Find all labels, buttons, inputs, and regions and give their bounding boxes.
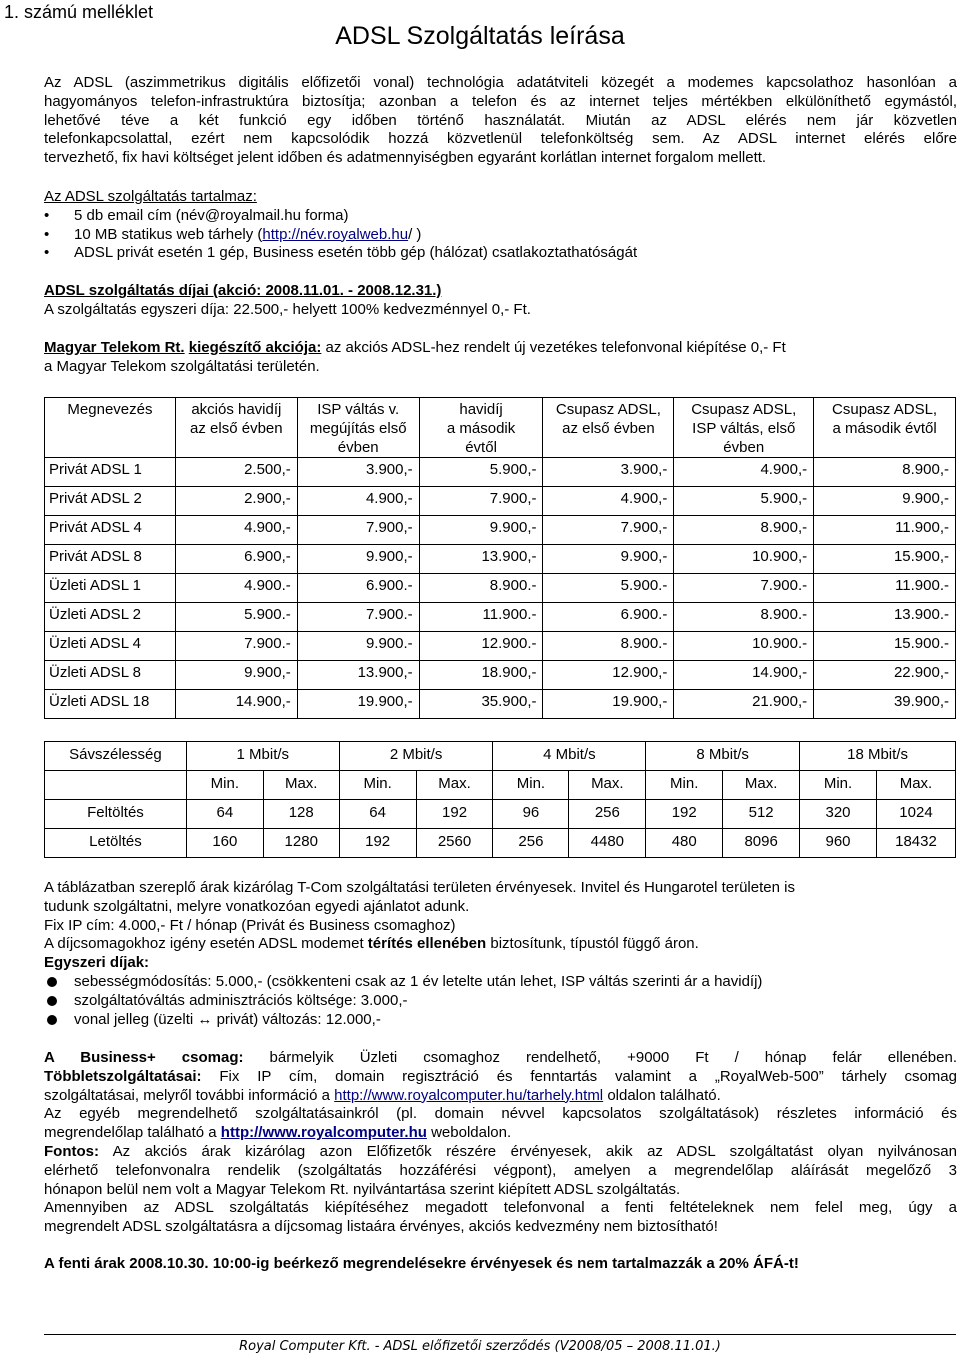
price-cell: 4.900,- [175, 516, 297, 545]
list-item: • 5 db email cím (név@royalmail.hu forma) [44, 207, 957, 226]
table-row [45, 690, 956, 719]
business-line: hónapon belül nem volt a Magyar Telekom Rt. nyilvántartása szerint kiépített ADSL szolgáltatás. [44, 1180, 681, 1198]
list-item-text: / ) [408, 225, 422, 243]
price-cell: 10.900.- [674, 632, 814, 661]
max-cell: Max. [723, 771, 800, 800]
price-cell: 5.900,- [674, 487, 814, 516]
download-value: 8096 [723, 829, 800, 858]
download-value: 4480 [569, 829, 646, 858]
header-line: Csupasz ADSL, [691, 401, 797, 418]
telekom-text: az akciós ADSL-hez rendelt új vezetékes telefonvonal kiépítése 0,- Ft [321, 339, 786, 356]
header-line: megújítás első [309, 420, 407, 437]
download-value: 960 [800, 829, 877, 858]
min-cell: Min. [800, 771, 877, 800]
notes-text: A díjcsomagokhoz igény esetén ADSL modemet [44, 935, 368, 953]
page-title: ADSL Szolgáltatás leírása [335, 22, 625, 50]
price-cell: 39.900,- [814, 690, 956, 719]
price-cell: 7.900.- [674, 574, 814, 603]
package-name-cell: Üzleti ADSL 2 [45, 603, 176, 632]
package-name-cell: Üzleti ADSL 1 [45, 574, 176, 603]
business-line [44, 1068, 957, 1087]
price-cell: 3.900,- [543, 458, 674, 487]
package-name-cell: Üzleti ADSL 8 [45, 661, 176, 690]
closing-note: A fenti árak 2008.10.30. 10:00-ig beérkező megrendelésekre érvényesek és nem tartalmazzák a 20% ÁFÁ-t! [44, 1255, 799, 1272]
business-line [44, 1124, 957, 1143]
price-cell: 2.900,- [175, 487, 297, 516]
table-row [45, 458, 956, 487]
business-line: elérhető telefonvonalra rendelik (szolgáltatás hozzáférési végpont), amelyen a megrendelőlap aláírását megelőző 3 [44, 1161, 957, 1179]
price-cell: 2.500,- [175, 458, 297, 487]
speed-cell: 8 Mbit/s [646, 742, 800, 771]
table-row [45, 603, 956, 632]
telekom-section [44, 339, 957, 377]
upload-value: 320 [800, 800, 877, 829]
price-cell: 9.900.- [297, 632, 419, 661]
business-line: megrendelt ADSL szolgáltatásra a díjcsomag listaára érvényes, akciós kedvezmény nem biztosítható! [44, 1218, 718, 1236]
telekom-action: kiegészítő akciója: [188, 339, 322, 356]
important-label: Fontos: [44, 1142, 99, 1160]
table-row [45, 661, 956, 690]
price-cell: 9.900,- [814, 487, 956, 516]
price-cell: 19.900,- [543, 690, 674, 719]
max-cell: Max. [876, 771, 955, 800]
business-text: bármelyik Üzleti csomaghoz rendelhető, +9000 Ft / hónap felár ellenében. [243, 1049, 957, 1066]
price-cell: 4.900.- [175, 574, 297, 603]
footer-divider [44, 1334, 956, 1335]
speed-cell: 2 Mbit/s [339, 742, 493, 771]
business-line: Amennyiben az ADSL szolgáltatás kiépítéséhez megadott telefonvonal a fenti feltételeknek nem felel meg, úgy a [44, 1199, 957, 1217]
notes-section [44, 879, 957, 1029]
bandwidth-label: Sávszélesség [45, 742, 187, 771]
notes-text: biztosítunk, típustól függő áron. [486, 935, 699, 953]
upload-row [45, 800, 956, 829]
list-item: sebességmódosítás: 5.000,- (csökkenteni csak az 1 év letelte után lehet, ISP váltás szerinti ár a havidíj) [44, 973, 957, 992]
business-line [44, 1049, 957, 1068]
price-cell: 4.900,- [297, 487, 419, 516]
business-text: szolgáltatásai, melyről további információ a [44, 1086, 335, 1104]
price-cell: 8.900.- [543, 632, 674, 661]
price-cell: 12.900,- [543, 661, 674, 690]
download-label: Letöltés [45, 829, 187, 858]
upload-value: 256 [569, 800, 646, 829]
header-cell [175, 398, 297, 458]
list-item: szolgáltatóváltás adminisztrációs költsége: 3.000,- [44, 992, 957, 1011]
price-cell: 6.900.- [543, 603, 674, 632]
list-item-text: 10 MB statikus web tárhely ( [74, 225, 263, 243]
price-cell: 12.900.- [419, 632, 543, 661]
price-table [44, 397, 956, 719]
fees-line: A szolgáltatás egyszeri díja: 22.500,- helyett 100% kedvezménnyel 0,- Ft. [44, 300, 531, 318]
price-cell: 13.900,- [419, 545, 543, 574]
minmax-row [45, 771, 956, 800]
price-cell: 5.900,- [419, 458, 543, 487]
extra-label: Többletszolgáltatásai: [44, 1067, 202, 1085]
price-cell: 15.900.- [814, 632, 956, 661]
price-cell: 11.900,- [814, 516, 956, 545]
upload-value: 64 [339, 800, 416, 829]
speed-header-row [45, 742, 956, 771]
header-line: a második [446, 420, 516, 437]
notes-line: tudunk szolgáltatni, melyre vonatkozóan egyedi ajánlatot adunk. [44, 897, 470, 915]
intro-paragraph [44, 74, 957, 168]
upload-value: 192 [646, 800, 723, 829]
header-line: ISP váltás, első [692, 420, 796, 437]
price-cell: 22.900,- [814, 661, 956, 690]
package-name-cell: Üzleti ADSL 4 [45, 632, 176, 661]
empty-cell [45, 771, 187, 800]
header-cell [674, 398, 814, 458]
package-name-cell: Privát ADSL 2 [45, 487, 176, 516]
royalcomputer-link[interactable]: http://www.royalcomputer.hu [220, 1124, 427, 1142]
notes-bold: térítés ellenében [367, 935, 487, 953]
download-value: 160 [186, 829, 263, 858]
price-cell: 11.900.- [814, 574, 956, 603]
contents-section [44, 188, 957, 263]
price-table-header [45, 398, 956, 458]
intro-line: telefonkapcsolattal, ezért nem kapcsolódik hozzá közvetlenül telefonköltség sem. Az ADSL internet elérés előre [44, 130, 957, 148]
price-cell: 6.900,- [175, 545, 297, 574]
header-cell [297, 398, 419, 458]
list-item: • ADSL privát esetén 1 gép, Business esetén több gép (hálózat) csatlakoztathatóságát [44, 244, 957, 263]
header-line: a második évtől [832, 420, 937, 437]
table-row [45, 516, 956, 545]
header-line: Megnevezés [67, 401, 153, 418]
one-time-heading: Egyszeri díjak: [44, 954, 150, 972]
price-cell: 6.900.- [297, 574, 419, 603]
business-text: megrendelőlap található a [44, 1124, 221, 1142]
business-section [44, 1049, 957, 1237]
annex-label: 1. számú melléklet [4, 2, 154, 22]
price-cell: 15.900,- [814, 545, 956, 574]
page-footer: Royal Computer Kft. - ADSL előfizetői szerződés (V2008/05 – 2008.11.01.) [239, 1339, 721, 1354]
price-cell: 9.900,- [175, 661, 297, 690]
download-value: 2560 [416, 829, 493, 858]
price-cell: 18.900,- [419, 661, 543, 690]
fees-heading: ADSL szolgáltatás díjai (akció: 2008.11.01. - 2008.12.31.) [44, 282, 442, 299]
notes-line: Fix IP cím: 4.000,- Ft / hónap (Privát és Business csomaghoz) [44, 916, 456, 934]
price-cell: 5.900.- [543, 574, 674, 603]
price-cell: 21.900,- [674, 690, 814, 719]
intro-line: Az ADSL (aszimmetrikus digitális előfizetői vonal) technológia adatátviteli közegét a modemes kapcsolathoz hasonlóan a [44, 74, 957, 91]
package-name-cell: Privát ADSL 4 [45, 516, 176, 545]
header-line: az első évben [562, 420, 655, 437]
upload-value: 128 [263, 800, 339, 829]
webspace-link[interactable]: http://név.royalweb.hu [262, 225, 409, 243]
header-line: évben [337, 439, 379, 456]
upload-value: 1024 [876, 800, 955, 829]
speed-cell: 4 Mbit/s [493, 742, 646, 771]
price-cell: 11.900.- [419, 603, 543, 632]
contents-heading: Az ADSL szolgáltatás tartalmaz: [44, 188, 257, 205]
contents-list [44, 207, 957, 263]
price-cell: 5.900.- [175, 603, 297, 632]
speed-cell: 18 Mbit/s [800, 742, 956, 771]
upload-value: 96 [493, 800, 569, 829]
price-cell: 35.900,- [419, 690, 543, 719]
package-name-cell: Üzleti ADSL 18 [45, 690, 176, 719]
business-line: Az egyéb megrendelhető szolgáltatásainkról (pl. domain névvel kapcsolatos szolgáltatások) részletes információ és [44, 1105, 957, 1123]
header-cell [45, 398, 176, 458]
download-value: 192 [339, 829, 416, 858]
price-cell: 4.900,- [674, 458, 814, 487]
price-cell: 4.900,- [543, 487, 674, 516]
telekom-name: Magyar Telekom Rt. [44, 339, 185, 356]
table-row [45, 632, 956, 661]
price-cell: 19.900,- [297, 690, 419, 719]
business-text: oldalon található. [603, 1086, 721, 1104]
intro-line: hagyományos telefon-infrastruktúra biztosítja; azonban a telefon és az internet teljes mértékben elkülöníthető egymástól, [44, 92, 957, 110]
min-cell: Min. [646, 771, 723, 800]
price-cell: 13.900,- [297, 661, 419, 690]
fees-section [44, 282, 957, 320]
business-line [44, 1143, 957, 1162]
price-cell: 13.900.- [814, 603, 956, 632]
upload-label: Feltöltés [45, 800, 187, 829]
price-cell: 14.900,- [175, 690, 297, 719]
speed-cell: 1 Mbit/s [186, 742, 339, 771]
download-value: 480 [646, 829, 723, 858]
header-cell [814, 398, 956, 458]
max-cell: Max. [569, 771, 646, 800]
notes-line [44, 935, 957, 954]
table-row [45, 487, 956, 516]
header-line: az első évben [190, 420, 283, 437]
price-cell: 10.900,- [674, 545, 814, 574]
price-cell: 7.900,- [543, 516, 674, 545]
upload-value: 192 [416, 800, 493, 829]
min-cell: Min. [186, 771, 263, 800]
price-cell: 8.900,- [674, 516, 814, 545]
price-cell: 7.900,- [297, 516, 419, 545]
upload-value: 64 [186, 800, 263, 829]
download-value: 256 [493, 829, 569, 858]
header-cell [419, 398, 543, 458]
header-cell [543, 398, 674, 458]
business-text: Fix IP cím, domain regisztráció és fenntartás valamint a „RoyalWeb-500” tárhely csomag [201, 1067, 957, 1085]
max-cell: Max. [416, 771, 493, 800]
max-cell: Max. [263, 771, 339, 800]
upload-value: 512 [723, 800, 800, 829]
price-cell: 7.900.- [297, 603, 419, 632]
download-value: 18432 [876, 829, 955, 858]
header-line: évtől [465, 439, 497, 456]
intro-line: lehetővé téve a két funkció egy időben történő használatát. Miután az ADSL elérés nem jár közvetlen [44, 111, 957, 129]
table-row [45, 545, 956, 574]
price-cell: 8.900.- [419, 574, 543, 603]
header-line: havidíj [459, 401, 503, 418]
telekom-line-2: a Magyar Telekom szolgáltatási területén. [44, 357, 320, 375]
header-line: évben [723, 439, 765, 456]
business-text: Az akciós árak kizárólag azon Előfizetők részére érvényesek, akik az ADSL szolgáltatást olyan nyilvánosan [98, 1142, 957, 1160]
one-time-list [44, 973, 957, 1029]
price-cell: 14.900,- [674, 661, 814, 690]
speed-table [44, 741, 956, 858]
price-cell: 9.900,- [297, 545, 419, 574]
price-cell: 7.900,- [419, 487, 543, 516]
download-row [45, 829, 956, 858]
tarhely-link[interactable]: http://www.royalcomputer.hu/tarhely.html [334, 1086, 604, 1104]
price-cell: 9.900,- [543, 545, 674, 574]
list-item: vonal jelleg (üzelti ↔ privát) változás: 12.000,- [44, 1011, 957, 1030]
business-label: A Business+ csomag: [44, 1049, 244, 1066]
package-name-cell: Privát ADSL 8 [45, 545, 176, 574]
business-line [44, 1087, 957, 1106]
price-cell: 7.900.- [175, 632, 297, 661]
price-cell: 9.900,- [419, 516, 543, 545]
header-line: ISP váltás v. [317, 401, 400, 418]
header-line: Csupasz ADSL, [832, 401, 938, 418]
package-name-cell: Privát ADSL 1 [45, 458, 176, 487]
min-cell: Min. [493, 771, 569, 800]
download-value: 1280 [263, 829, 339, 858]
min-cell: Min. [339, 771, 416, 800]
business-text: weboldalon. [426, 1124, 512, 1142]
telekom-line [44, 339, 957, 358]
intro-line: tervezhető, fix havi költséget jelent időben és adatmennyiségben egyaránt korlátlan internet forgalom mellett. [44, 149, 767, 167]
header-line: Csupasz ADSL, [555, 401, 661, 418]
price-cell: 8.900,- [814, 458, 956, 487]
list-item [44, 226, 957, 245]
table-row [45, 574, 956, 603]
price-cell: 8.900.- [674, 603, 814, 632]
price-cell: 3.900,- [297, 458, 419, 487]
notes-line: A táblázatban szereplő árak kizárólag T-Com szolgáltatási területen érvényesek. Invitel és Hungarotel területen is [44, 879, 795, 896]
header-line: akciós havidíj [191, 401, 282, 418]
